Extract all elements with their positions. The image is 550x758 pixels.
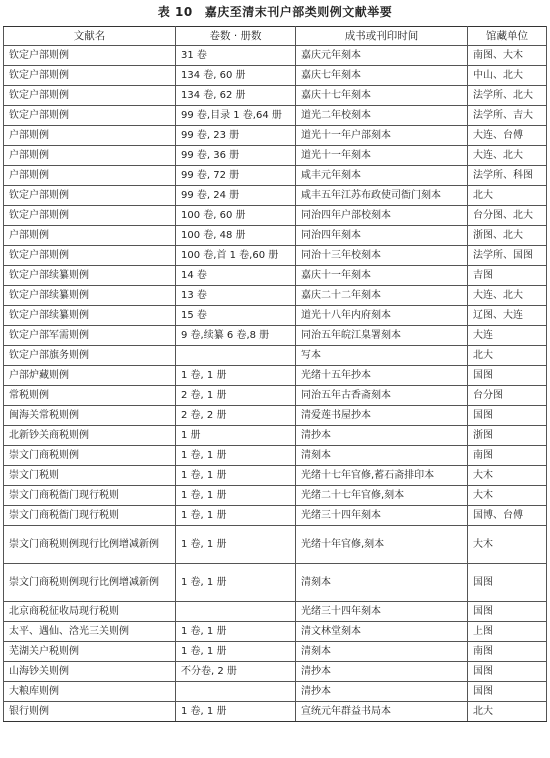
table-header-row [4,27,547,46]
cell-date: 写本 [296,346,468,366]
table-row [4,366,547,386]
table-row [4,146,547,166]
cell-date: 咸丰元年刻本 [296,166,468,186]
table-row [4,206,547,226]
cell-title: 崇文门商税则例现行比例增减新例 [4,564,176,602]
cell-volumes: 1 卷, 1 册 [176,466,296,486]
cell-title: 太平、遇仙、浛光三关则例 [4,622,176,642]
cell-date: 清爱莲书屋抄本 [296,406,468,426]
cell-holding: 北大 [468,186,547,206]
cell-volumes: 1 卷, 1 册 [176,564,296,602]
table-row [4,66,547,86]
cell-title: 户部则例 [4,166,176,186]
table-row [4,246,547,266]
cell-title: 户部则例 [4,126,176,146]
table-row [4,346,547,366]
cell-holding: 南图 [468,446,547,466]
cell-holding: 浙图 [468,426,547,446]
cell-date: 清刻本 [296,642,468,662]
table-row [4,662,547,682]
cell-date: 道光十一年刻本 [296,146,468,166]
table-row [4,186,547,206]
cell-title: 钦定户部旗务则例 [4,346,176,366]
cell-title: 芜湖关户税则例 [4,642,176,662]
cell-date: 同治五年皖江臬署刻本 [296,326,468,346]
cell-volumes: 1 卷, 1 册 [176,702,296,722]
cell-volumes: 1 卷, 1 册 [176,486,296,506]
cell-title: 户部则例 [4,146,176,166]
cell-volumes: 100 卷,首 1 卷,60 册 [176,246,296,266]
cell-volumes: 1 卷, 1 册 [176,506,296,526]
cell-holding: 大连、北大 [468,286,547,306]
cell-holding: 台分图 [468,386,547,406]
cell-title: 钦定户部则例 [4,86,176,106]
cell-volumes: 13 卷 [176,286,296,306]
cell-date: 清刻本 [296,446,468,466]
cell-holding: 北大 [468,702,547,722]
header-holding: 馆藏单位 [468,27,547,46]
cell-title: 崇文门税则 [4,466,176,486]
cell-volumes: 2 卷, 2 册 [176,406,296,426]
cell-volumes: 1 卷, 1 册 [176,526,296,564]
table-row [4,564,547,602]
table-row [4,406,547,426]
cell-holding: 辽图、大连 [468,306,547,326]
cell-volumes: 99 卷,目录 1 卷,64 册 [176,106,296,126]
cell-date: 光绪三十四年刻本 [296,602,468,622]
header-date: 成书或刊印时间 [296,27,468,46]
cell-date: 清抄本 [296,426,468,446]
cell-title: 闽海关常税则例 [4,406,176,426]
cell-date: 光绪十五年抄本 [296,366,468,386]
cell-holding: 国图 [468,406,547,426]
table-row [4,106,547,126]
table-row [4,602,547,622]
cell-volumes: 1 卷, 1 册 [176,446,296,466]
cell-title: 常税则例 [4,386,176,406]
cell-holding: 吉图 [468,266,547,286]
cell-title: 大粮库则例 [4,682,176,702]
table-row [4,46,547,66]
cell-title: 钦定户部军需则例 [4,326,176,346]
cell-title: 钦定户部续纂则例 [4,266,176,286]
cell-holding: 大连、北大 [468,146,547,166]
cell-holding: 国图 [468,662,547,682]
cell-holding: 大木 [468,486,547,506]
table-title: 嘉庆至清末刊户部类则例文献举要 [204,5,393,19]
cell-date: 咸丰五年江苏布政使司衙门刻本 [296,186,468,206]
cell-volumes [176,682,296,702]
cell-title: 银行则例 [4,702,176,722]
cell-title: 钦定户部则例 [4,186,176,206]
cell-title: 钦定户部续纂则例 [4,306,176,326]
table-row [4,506,547,526]
cell-volumes [176,602,296,622]
cell-date: 清抄本 [296,682,468,702]
cell-holding: 国博、台傅 [468,506,547,526]
cell-date: 道光十八年内府刻本 [296,306,468,326]
cell-volumes: 134 卷, 62 册 [176,86,296,106]
cell-title: 崇文门商税则例 [4,446,176,466]
cell-holding: 法学所、科图 [468,166,547,186]
cell-volumes: 99 卷, 23 册 [176,126,296,146]
cell-holding: 大连 [468,326,547,346]
cell-date: 同治五年古香斋刻本 [296,386,468,406]
cell-title: 钦定户部则例 [4,106,176,126]
table-body [4,46,547,722]
cell-holding: 南图、大木 [468,46,547,66]
table-row [4,702,547,722]
cell-volumes: 100 卷, 60 册 [176,206,296,226]
cell-date: 道光二年校刻本 [296,106,468,126]
cell-holding: 大木 [468,466,547,486]
cell-holding: 浙图、北大 [468,226,547,246]
cell-holding: 国图 [468,682,547,702]
table-row [4,466,547,486]
cell-volumes: 1 卷, 1 册 [176,366,296,386]
cell-title: 户部则例 [4,226,176,246]
cell-date: 清文林堂刻本 [296,622,468,642]
table-row [4,266,547,286]
literature-table [3,26,547,722]
cell-date: 同治四年刻本 [296,226,468,246]
table-row [4,386,547,406]
cell-date: 嘉庆元年刻本 [296,46,468,66]
cell-holding: 北大 [468,346,547,366]
table-row [4,326,547,346]
cell-date: 嘉庆七年刻本 [296,66,468,86]
cell-volumes: 1 卷, 1 册 [176,642,296,662]
cell-volumes: 99 卷, 36 册 [176,146,296,166]
cell-holding: 法学所、北大 [468,86,547,106]
cell-title: 崇文门商税则例现行比例增减新例 [4,526,176,564]
cell-title: 钦定户部则例 [4,246,176,266]
cell-volumes: 99 卷, 72 册 [176,166,296,186]
cell-volumes: 31 卷 [176,46,296,66]
cell-title: 钦定户部则例 [4,66,176,86]
cell-volumes: 1 册 [176,426,296,446]
table-row [4,682,547,702]
cell-title: 钦定户部则例 [4,206,176,226]
table-row [4,642,547,662]
cell-holding: 国图 [468,366,547,386]
table-row [4,166,547,186]
cell-volumes [176,346,296,366]
cell-title: 钦定户部则例 [4,46,176,66]
cell-title: 山海钞关则例 [4,662,176,682]
cell-holding: 大木 [468,526,547,564]
cell-holding: 国图 [468,602,547,622]
cell-volumes: 134 卷, 60 册 [176,66,296,86]
cell-date: 清刻本 [296,564,468,602]
cell-volumes: 不分卷, 2 册 [176,662,296,682]
cell-title: 北新钞关商税则例 [4,426,176,446]
cell-date: 光绪十七年官修,蓄石斋排印本 [296,466,468,486]
cell-date: 光绪三十四年刻本 [296,506,468,526]
cell-date: 嘉庆十一年刻本 [296,266,468,286]
cell-date: 嘉庆十七年刻本 [296,86,468,106]
cell-title: 北京商税征收局现行税则 [4,602,176,622]
cell-holding: 中山、北大 [468,66,547,86]
cell-holding: 大连、台傅 [468,126,547,146]
table-number: 表 10 [157,5,193,19]
table-row [4,622,547,642]
cell-title: 钦定户部续纂则例 [4,286,176,306]
table-row [4,526,547,564]
cell-date: 同治四年户部校刻本 [296,206,468,226]
cell-volumes: 15 卷 [176,306,296,326]
cell-volumes: 99 卷, 24 册 [176,186,296,206]
cell-volumes: 100 卷, 48 册 [176,226,296,246]
cell-date: 同治十三年校刻本 [296,246,468,266]
cell-holding: 南图 [468,642,547,662]
cell-holding: 台分图、北大 [468,206,547,226]
cell-holding: 法学所、国图 [468,246,547,266]
cell-holding: 上图 [468,622,547,642]
table-row [4,86,547,106]
table-row [4,486,547,506]
cell-date: 光绪十年官修,刻本 [296,526,468,564]
cell-volumes: 14 卷 [176,266,296,286]
cell-date: 嘉庆二十二年刻本 [296,286,468,306]
cell-date: 宣统元年群益书局本 [296,702,468,722]
cell-date: 清抄本 [296,662,468,682]
cell-volumes: 2 卷, 1 册 [176,386,296,406]
cell-title: 崇文门商税衙门现行税则 [4,486,176,506]
table-row [4,126,547,146]
table-caption [0,2,550,22]
cell-holding: 法学所、吉大 [468,106,547,126]
cell-volumes: 1 卷, 1 册 [176,622,296,642]
table-row [4,446,547,466]
cell-volumes: 9 卷,续纂 6 卷,8 册 [176,326,296,346]
header-volumes: 卷数 · 册数 [176,27,296,46]
cell-holding: 国图 [468,564,547,602]
header-title: 文献名 [4,27,176,46]
cell-title: 崇文门商税衙门现行税则 [4,506,176,526]
cell-date: 道光十一年户部刻本 [296,126,468,146]
table-row [4,426,547,446]
cell-title: 户部炉藏则例 [4,366,176,386]
table-row [4,226,547,246]
cell-date: 光绪二十七年官修,刻本 [296,486,468,506]
table-row [4,286,547,306]
table-row [4,306,547,326]
